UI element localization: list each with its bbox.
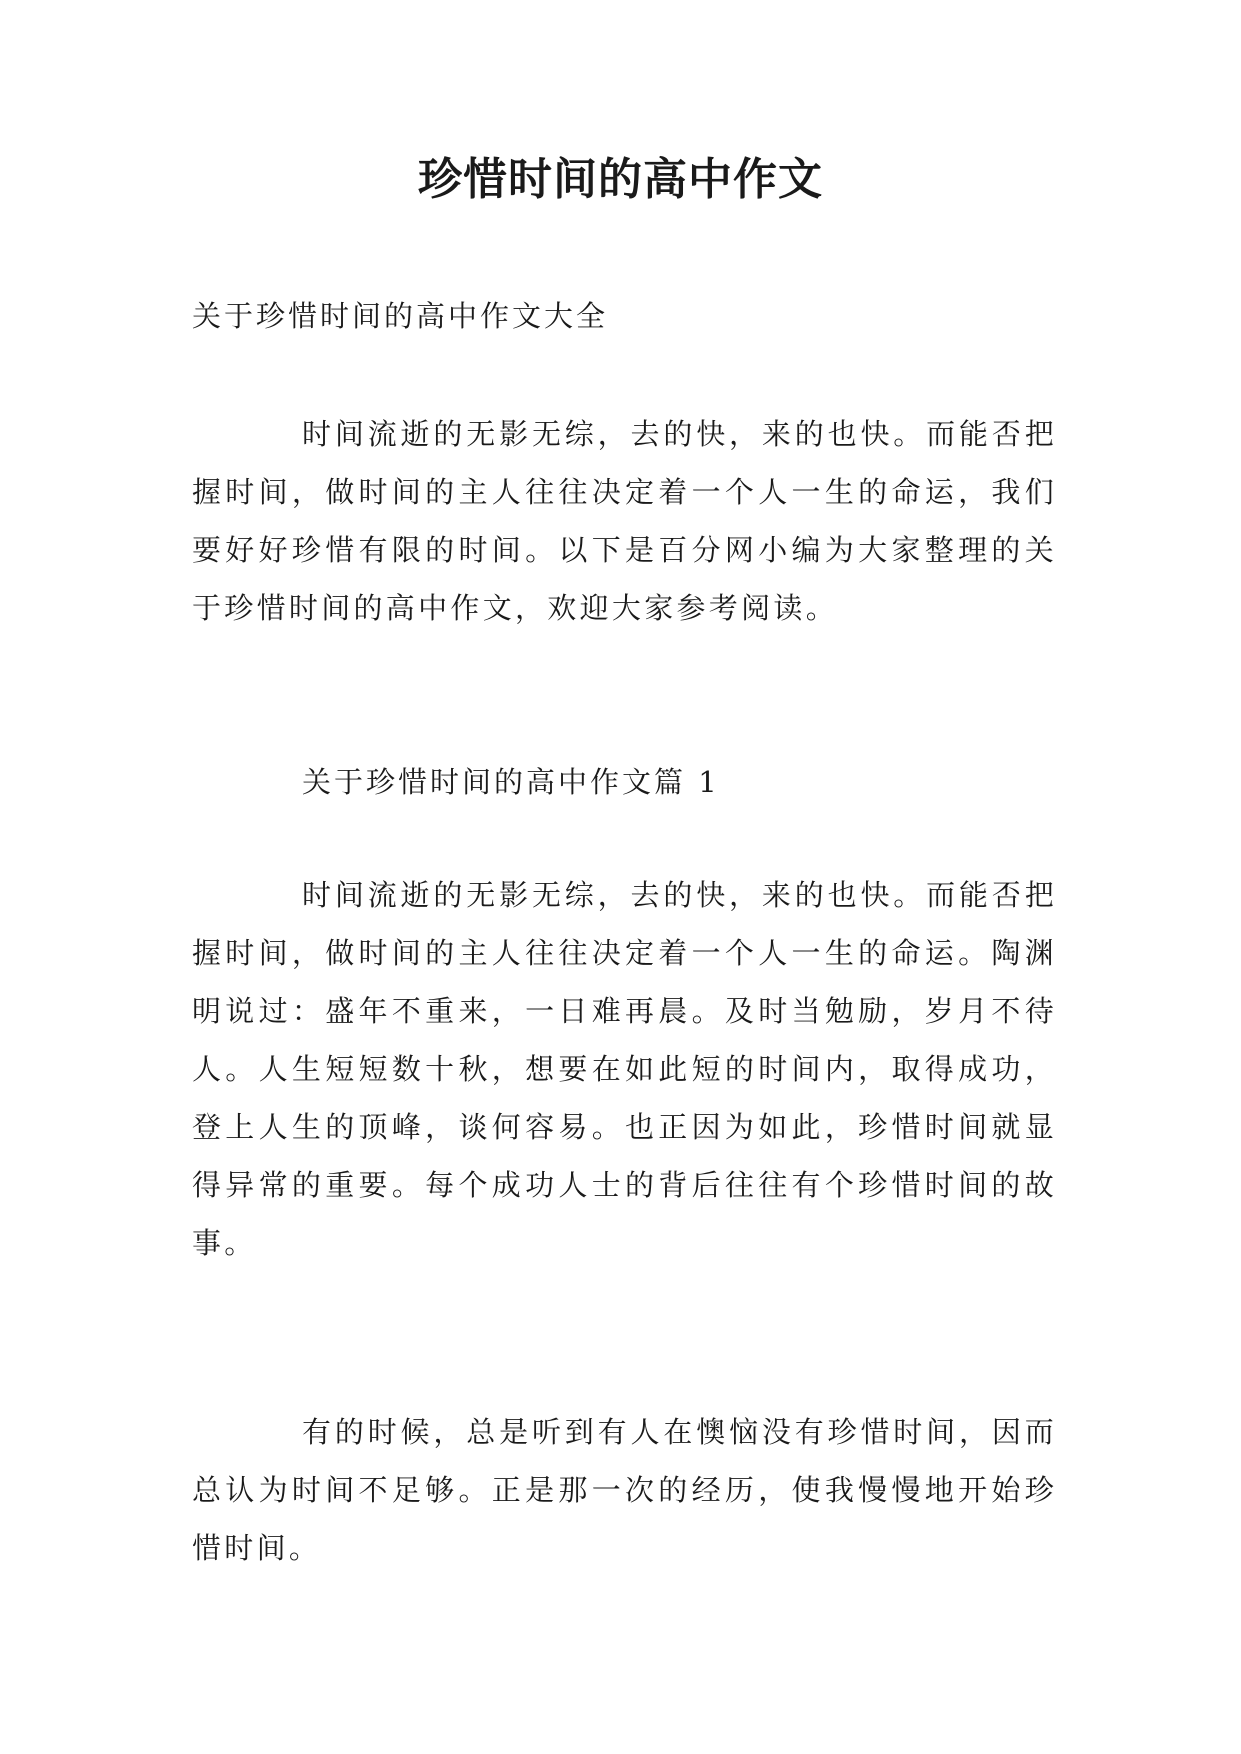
body-paragraph: 时间流逝的无影无综，去的快，来的也快。而能否把握时间，做时间的主人往往决定着一个人一生的命运。陶渊明说过：盛年不重来，一日难再晨。及时当勉励，岁月不待人。人生短短数十秋，想要在如此短的时间内，取得成功，登上人生的顶峰，谈何容易。也正因为如此，珍惜时间就显得异常的重要。每个成功人士的背后往往有个珍惜时间的故事。 bbox=[192, 878, 1057, 1260]
body-paragraph: 有的时候，总是听到有人在懊恼没有珍惜时间，因而总认为时间不足够。正是那一次的经历，使我慢慢地开始珍惜时间。 bbox=[192, 1415, 1057, 1565]
intro-paragraph: 时间流逝的无影无综，去的快，来的也快。而能否把握时间，做时间的主人往往决定着一个人一生的命运，我们要好好珍惜有限的时间。以下是百分网小编为大家整理的关于珍惜时间的高中作文，欢迎大家参考阅读。 bbox=[192, 417, 1057, 625]
document-subtitle: 关于珍惜时间的高中作文大全 bbox=[192, 299, 609, 333]
document-title: 珍惜时间的高中作文 bbox=[418, 154, 823, 205]
section-heading: 关于珍惜时间的高中作文篇 1 bbox=[302, 765, 720, 799]
